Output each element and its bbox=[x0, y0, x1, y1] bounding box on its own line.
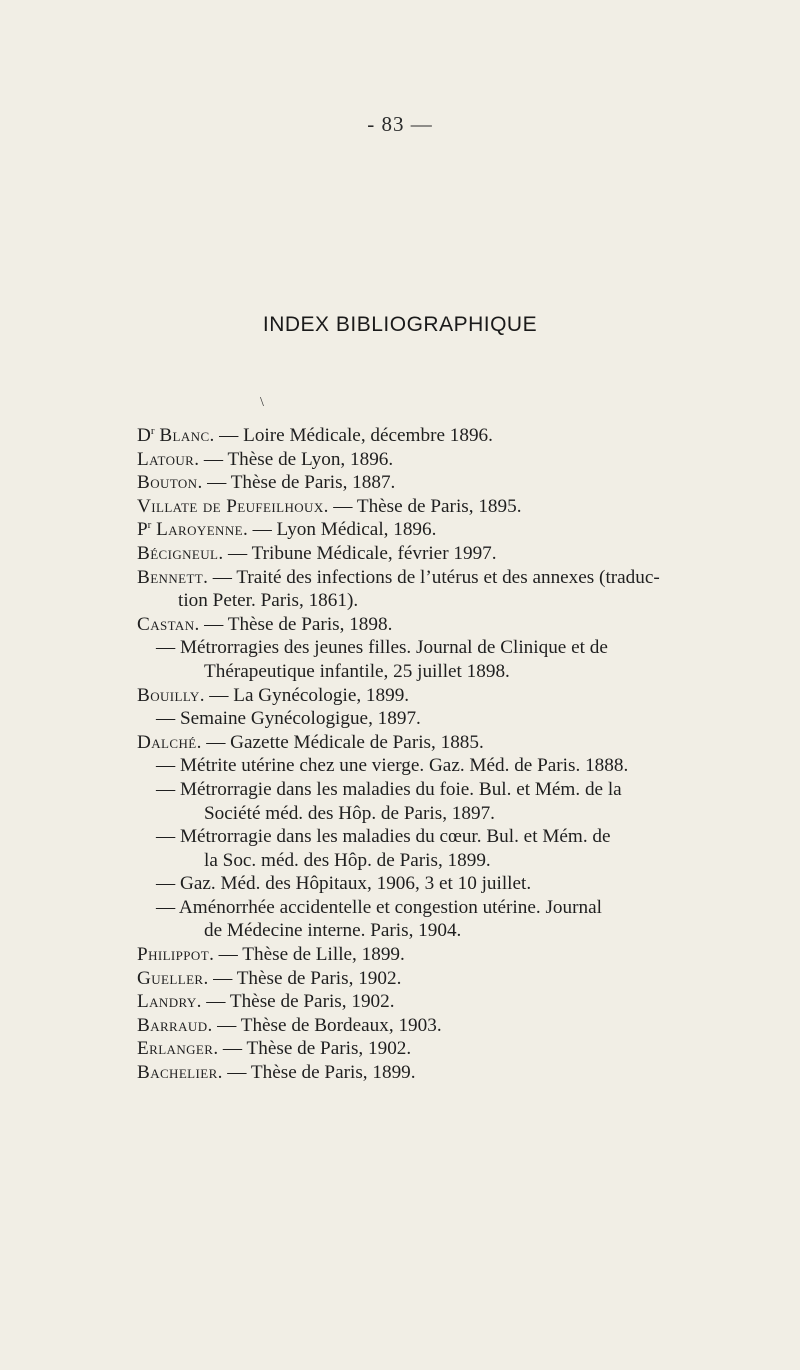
entry-text: Société méd. des Hôp. de Paris, 1897. bbox=[204, 802, 495, 824]
bibliography-entry bbox=[0, 684, 800, 708]
entry-text: . — Thèse de Paris, 1887. bbox=[197, 472, 396, 494]
sub-entry bbox=[0, 754, 800, 778]
bibliography-entry bbox=[0, 471, 800, 495]
entry-author: Villate de Peufeilhoux bbox=[137, 495, 324, 517]
entry-text: . — Thèse de Paris, 1902. bbox=[203, 967, 402, 989]
entry-continuation bbox=[0, 660, 800, 684]
bibliography-entry bbox=[0, 542, 800, 566]
entry-text: — Aménorrhée accidentelle et congestion utérine. Journal bbox=[156, 896, 602, 918]
entry-text: . — Thèse de Bordeaux, 1903. bbox=[207, 1014, 442, 1036]
bibliography-entry bbox=[0, 495, 800, 519]
title-prefix: P bbox=[137, 519, 148, 541]
entry-text: — Métrite utérine chez une vierge. Gaz. Méd. de Paris. 1888. bbox=[156, 755, 629, 777]
entry-text: — Semaine Gynécologigue, 1897. bbox=[156, 708, 421, 730]
entry-text: Thérapeutique infantile, 25 juillet 1898. bbox=[204, 660, 510, 682]
sub-entry bbox=[0, 778, 800, 802]
bibliography-entry bbox=[0, 731, 800, 755]
entry-author: Castan bbox=[137, 613, 195, 635]
entry-author: Erlanger bbox=[137, 1038, 214, 1060]
entry-author: Bennett bbox=[137, 566, 204, 588]
sub-entry bbox=[0, 872, 800, 896]
title-prefix-sup: r bbox=[147, 519, 152, 532]
entry-text: . — Lyon Médical, 1896. bbox=[242, 519, 437, 541]
entry-author: Barraud bbox=[137, 1014, 208, 1036]
entry-author: Blanc bbox=[159, 425, 210, 446]
bibliography-entry bbox=[0, 448, 800, 472]
entry-text: . — Thèse de Paris, 1902. bbox=[196, 991, 395, 1013]
bibliography-entry bbox=[0, 424, 800, 448]
entry-continuation bbox=[0, 849, 800, 873]
bibliography-entry bbox=[0, 1061, 800, 1085]
entry-author: Latour bbox=[137, 448, 195, 470]
entry-author: Philippot bbox=[137, 944, 210, 966]
title-prefix: D bbox=[137, 425, 151, 446]
bibliography-entry bbox=[0, 566, 800, 590]
sub-entry bbox=[0, 636, 800, 660]
sub-entry bbox=[0, 896, 800, 920]
entry-author: Landry bbox=[137, 991, 197, 1013]
entry-text: . — Thèse de Paris, 1902. bbox=[213, 1038, 412, 1060]
bibliography-entry bbox=[0, 518, 800, 542]
entry-text: tion Peter. Paris, 1861). bbox=[178, 590, 359, 612]
page-number: - 83 — bbox=[367, 112, 433, 136]
entry-text: — Gaz. Méd. des Hôpitaux, 1906, 3 et 10 juillet. bbox=[156, 873, 532, 895]
entry-text: . — Thèse de Paris, 1898. bbox=[194, 613, 393, 635]
bibliography-entry bbox=[0, 967, 800, 991]
bibliography-list bbox=[0, 424, 800, 1085]
entry-author: Bécigneul bbox=[137, 542, 219, 564]
entry-text: . — La Gynécologie, 1899. bbox=[199, 684, 410, 706]
entry-text: . — Loire Médicale, décembre 1896. bbox=[209, 425, 493, 446]
entry-text: . — Thèse de Paris, 1895. bbox=[323, 495, 522, 517]
entry-text: la Soc. méd. des Hôp. de Paris, 1899. bbox=[204, 849, 491, 871]
entry-text: . — Thèse de Lyon, 1896. bbox=[194, 448, 394, 470]
entry-continuation bbox=[0, 802, 800, 826]
entry-author: Dalché bbox=[137, 731, 197, 753]
bibliography-entry bbox=[0, 943, 800, 967]
entry-text: de Médecine interne. Paris, 1904. bbox=[204, 920, 462, 942]
entry-text: — Métrorragie dans les maladies du cœur. Bul. et Mém. de bbox=[156, 826, 611, 848]
entry-continuation bbox=[0, 919, 800, 943]
entry-text: . — Traité des infections de l’utérus et des annexes (traduc- bbox=[203, 566, 660, 588]
entry-author: Bachelier bbox=[137, 1062, 218, 1084]
entry-author: Bouilly bbox=[137, 684, 200, 706]
bibliography-entry bbox=[0, 990, 800, 1014]
entry-text: — Métrorragies des jeunes filles. Journal de Clinique et de bbox=[156, 637, 608, 659]
entry-author: Bouton bbox=[137, 472, 198, 494]
bibliography-entry bbox=[0, 1014, 800, 1038]
entry-author: Laroyenne bbox=[156, 519, 243, 541]
bibliography-entry bbox=[0, 613, 800, 637]
entry-author: Gueller bbox=[137, 967, 204, 989]
title-prefix-sup: r bbox=[150, 425, 155, 437]
entry-text: . — Gazette Médicale de Paris, 1885. bbox=[196, 731, 484, 753]
entry-text: . — Thèse de Paris, 1899. bbox=[217, 1062, 416, 1084]
page-title: INDEX BIBLIOGRAPHIQUE bbox=[262, 313, 538, 336]
bibliography-entry bbox=[0, 1037, 800, 1061]
sub-entry bbox=[0, 825, 800, 849]
entry-text: — Métrorragie dans les maladies du foie. Bul. et Mém. de la bbox=[156, 778, 622, 800]
entry-continuation bbox=[0, 589, 800, 613]
sub-entry bbox=[0, 707, 800, 731]
stray-mark: \ bbox=[260, 395, 264, 410]
entry-text: . — Tribune Médicale, février 1997. bbox=[218, 542, 497, 564]
entry-text: . — Thèse de Lille, 1899. bbox=[209, 944, 405, 966]
